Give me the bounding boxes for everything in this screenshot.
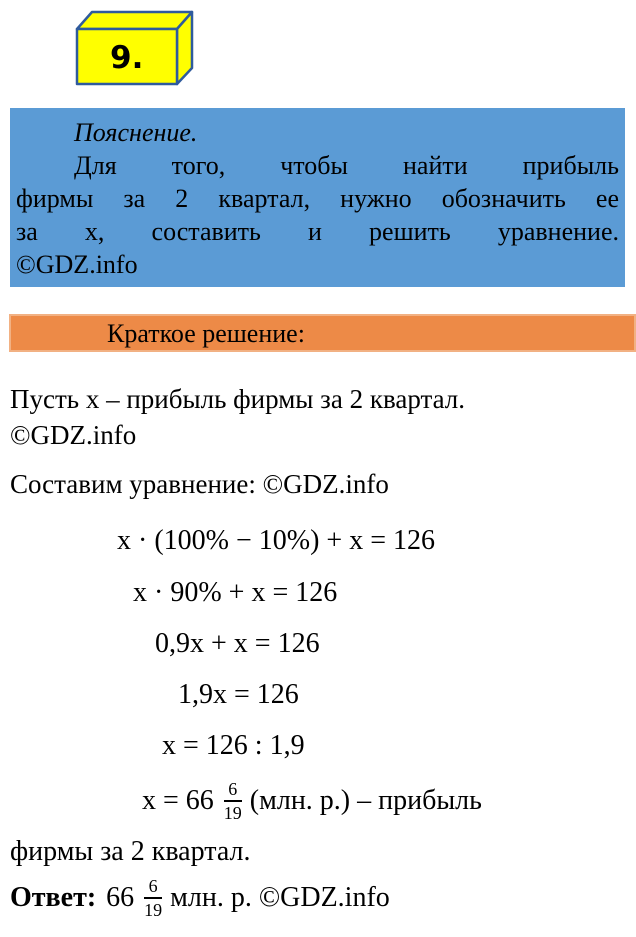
explanation-watermark: ©GDZ.info bbox=[16, 250, 138, 279]
answer-label: Ответ: bbox=[10, 882, 97, 913]
equation-step-5: х = 126 : 1,9 bbox=[162, 730, 305, 761]
explanation-title: Пояснение. bbox=[74, 118, 198, 147]
explanation-line: Для того, чтобы найти прибыль bbox=[74, 151, 619, 180]
answer-suffix: млн. р. ©GDZ.info bbox=[170, 882, 390, 913]
equation-step-2: х · 90% + х = 126 bbox=[133, 577, 338, 608]
result-suffix: (млн. р.) – прибыль bbox=[249, 785, 482, 816]
task-number-box bbox=[72, 8, 197, 90]
result-continuation: фирмы за 2 квартал. bbox=[10, 836, 251, 867]
fraction-numerator: 6 bbox=[144, 876, 162, 899]
solution-setup-line: Составим уравнение: ©GDZ.info bbox=[10, 469, 389, 499]
explanation-line: фирмы за 2 квартал, нужно обозначить ее bbox=[16, 184, 619, 213]
explanation-line: за х, составить и решить уравнение. bbox=[16, 217, 619, 246]
fraction-numerator: 6 bbox=[224, 779, 242, 802]
equation-step-4: 1,9х = 126 bbox=[178, 679, 299, 710]
solution-section-header: Краткое решение: bbox=[9, 314, 636, 352]
cuboid-icon bbox=[72, 8, 197, 90]
fraction-denominator: 19 bbox=[223, 803, 242, 823]
solution-intro bbox=[10, 381, 465, 453]
equation-step-3: 0,9х + х = 126 bbox=[155, 628, 320, 659]
explanation-panel bbox=[10, 108, 625, 287]
task-number: 9. bbox=[110, 40, 144, 76]
answer-fraction bbox=[144, 876, 162, 920]
fraction-denominator: 19 bbox=[144, 900, 163, 920]
result-fraction bbox=[224, 779, 242, 823]
cuboid-top-face bbox=[77, 12, 192, 29]
answer-line bbox=[10, 876, 390, 920]
solution-intro-line1: Пусть х – прибыль фирмы за 2 квартал. bbox=[10, 384, 466, 414]
solution-intro-watermark: ©GDZ.info bbox=[10, 420, 137, 450]
equation-step-1: х · (100% − 10%) + х = 126 bbox=[117, 525, 435, 556]
equation-result bbox=[142, 779, 482, 823]
result-prefix: х = 66 bbox=[142, 785, 214, 816]
answer-value: 66 bbox=[106, 882, 135, 913]
